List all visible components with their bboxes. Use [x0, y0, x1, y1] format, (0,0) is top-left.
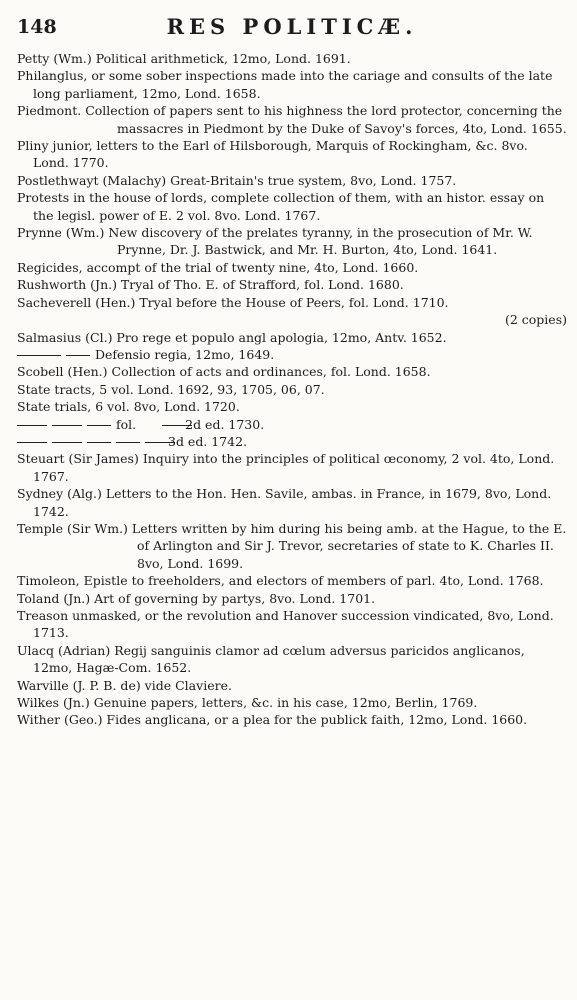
entry-pliny: Pliny junior, letters to the Earl of Hilsborough, Marquis of Rockingham, &c. 8vo. Lond. 1770.: [17, 138, 528, 171]
entry-prynne: Prynne (Wm.) New discovery of the prelates tyranny, in the prosecution of Mr. W. Prynne, Dr. J. Bastwick, and Mr. H. Burton, 4to, Lond. 1641.: [17, 225, 533, 258]
entry-sacheverell: Sacheverell (Hen.) Tryal before the House of Peers, fol. Lond. 1710.: [17, 294, 449, 310]
entry-postlethwayt: Postlethwayt (Malachy) Great-Britain's true system, 8vo, Lond. 1757.: [17, 172, 457, 188]
copies-note: (2 copies): [504, 312, 567, 328]
entry-wilkes: Wilkes (Jn.) Genuine papers, letters, &c. in his case, 12mo, Berlin, 1769.: [17, 695, 478, 711]
entry-petty: Petty (Wm.) Political arithmetick, 12mo, Lond. 1691.: [17, 51, 351, 66]
entry-salmasius: Salmasius (Cl.) Pro rege et populo angl apologia, 12mo, Antv. 1652.: [17, 329, 447, 345]
ditto-dash: [87, 442, 111, 443]
ditto-dash: [87, 425, 111, 426]
entry-temple: Temple (Sir Wm.) Letters written by him during his being amb. at the Hague, to the E. of Arlington and Sir J. Trevor, secretaries of state to K. Charles II. 8vo, Lond. 1699.: [17, 520, 567, 571]
ditto-dash: [17, 425, 47, 426]
entry-rushworth: Rushworth (Jn.) Tryal of Tho. E. of Strafford, fol. Lond. 1680.: [17, 277, 404, 293]
entry-regicides: Regicides, accompt of the trial of twenty nine, 4to, Lond. 1660.: [17, 259, 419, 275]
entry-steuart: Steuart (Sir James) Inquiry into the principles of political œconomy, 2 vol. 4to, Lond. 1767.: [17, 451, 555, 484]
entry-piedmont: Piedmont. Collection of papers sent to his highness the lord protector, concerning the massacres in Piedmont by the Duke of Savoy's forces, 4to, Lond. 1655.: [17, 103, 567, 136]
entry-ulacq: Ulacq (Adrian) Regij sanguinis clamor ad cœlum adversus paricidos anglicanos, 12mo, Hagæ-Com. 1652.: [17, 642, 525, 676]
entry-protests: Protests in the house of lords, complete collection of them, with an histor. essay on the legisl. power of E. 2 vol. 8vo. Lond. 1767.: [17, 190, 545, 223]
entry-philanglus: Philanglus, or some sober inspections made into the cariage and consults of the late long parliament, 12mo, Lond. 1658.: [17, 68, 553, 101]
ditto-dash: [17, 442, 47, 443]
ditto-dash: [116, 442, 140, 443]
entry-state-trials-2d: fol. 2d ed. 1730.: [17, 416, 567, 433]
ditto-dash: [52, 442, 82, 443]
ditto-dash: [17, 355, 61, 356]
entry-state-tracts: State tracts, 5 vol. Lond. 1692, 93, 1705, 06, 07.: [17, 381, 325, 397]
entry-scobell: Scobell (Hen.) Collection of acts and ordinances, fol. Lond. 1658.: [17, 364, 431, 380]
entry-toland: Toland (Jn.) Art of governing by partys, 8vo. Lond. 1701.: [17, 590, 376, 606]
bibliography-list: [17, 50, 567, 729]
entry-treason: Treason unmasked, or the revolution and Hanover succession vindicated, 8vo, Lond. 1713.: [17, 608, 554, 641]
entry-sydney: Sydney (Alg.) Letters to the Hon. Hen. Savile, ambas. in France, in 1679, 8vo, Lond. 1742.: [17, 486, 552, 519]
page-number: 148: [17, 16, 57, 38]
running-head: RES POLITICÆ.: [166, 14, 418, 39]
ditto-dash: [66, 355, 90, 356]
page-header: [17, 10, 567, 50]
ditto-dash: [52, 425, 82, 426]
entry-wither: Wither (Geo.) Fides anglicana, or a plea for the publick faith, 12mo, Lond. 1660.: [17, 712, 528, 728]
entry-state-trials: State trials, 6 vol. 8vo, Lond. 1720.: [17, 399, 240, 415]
entry-timoleon: Timoleon, Epistle to freeholders, and electors of members of parl. 4to, Lond. 1768.: [17, 573, 544, 589]
entry-warville: Warville (J. P. B. de) vide Claviere.: [17, 677, 232, 693]
entry-state-trials-3d: 3d ed. 1742.: [17, 433, 567, 450]
entry-salmasius-defensio: Defensio regia, 12mo, 1649.: [17, 346, 567, 363]
